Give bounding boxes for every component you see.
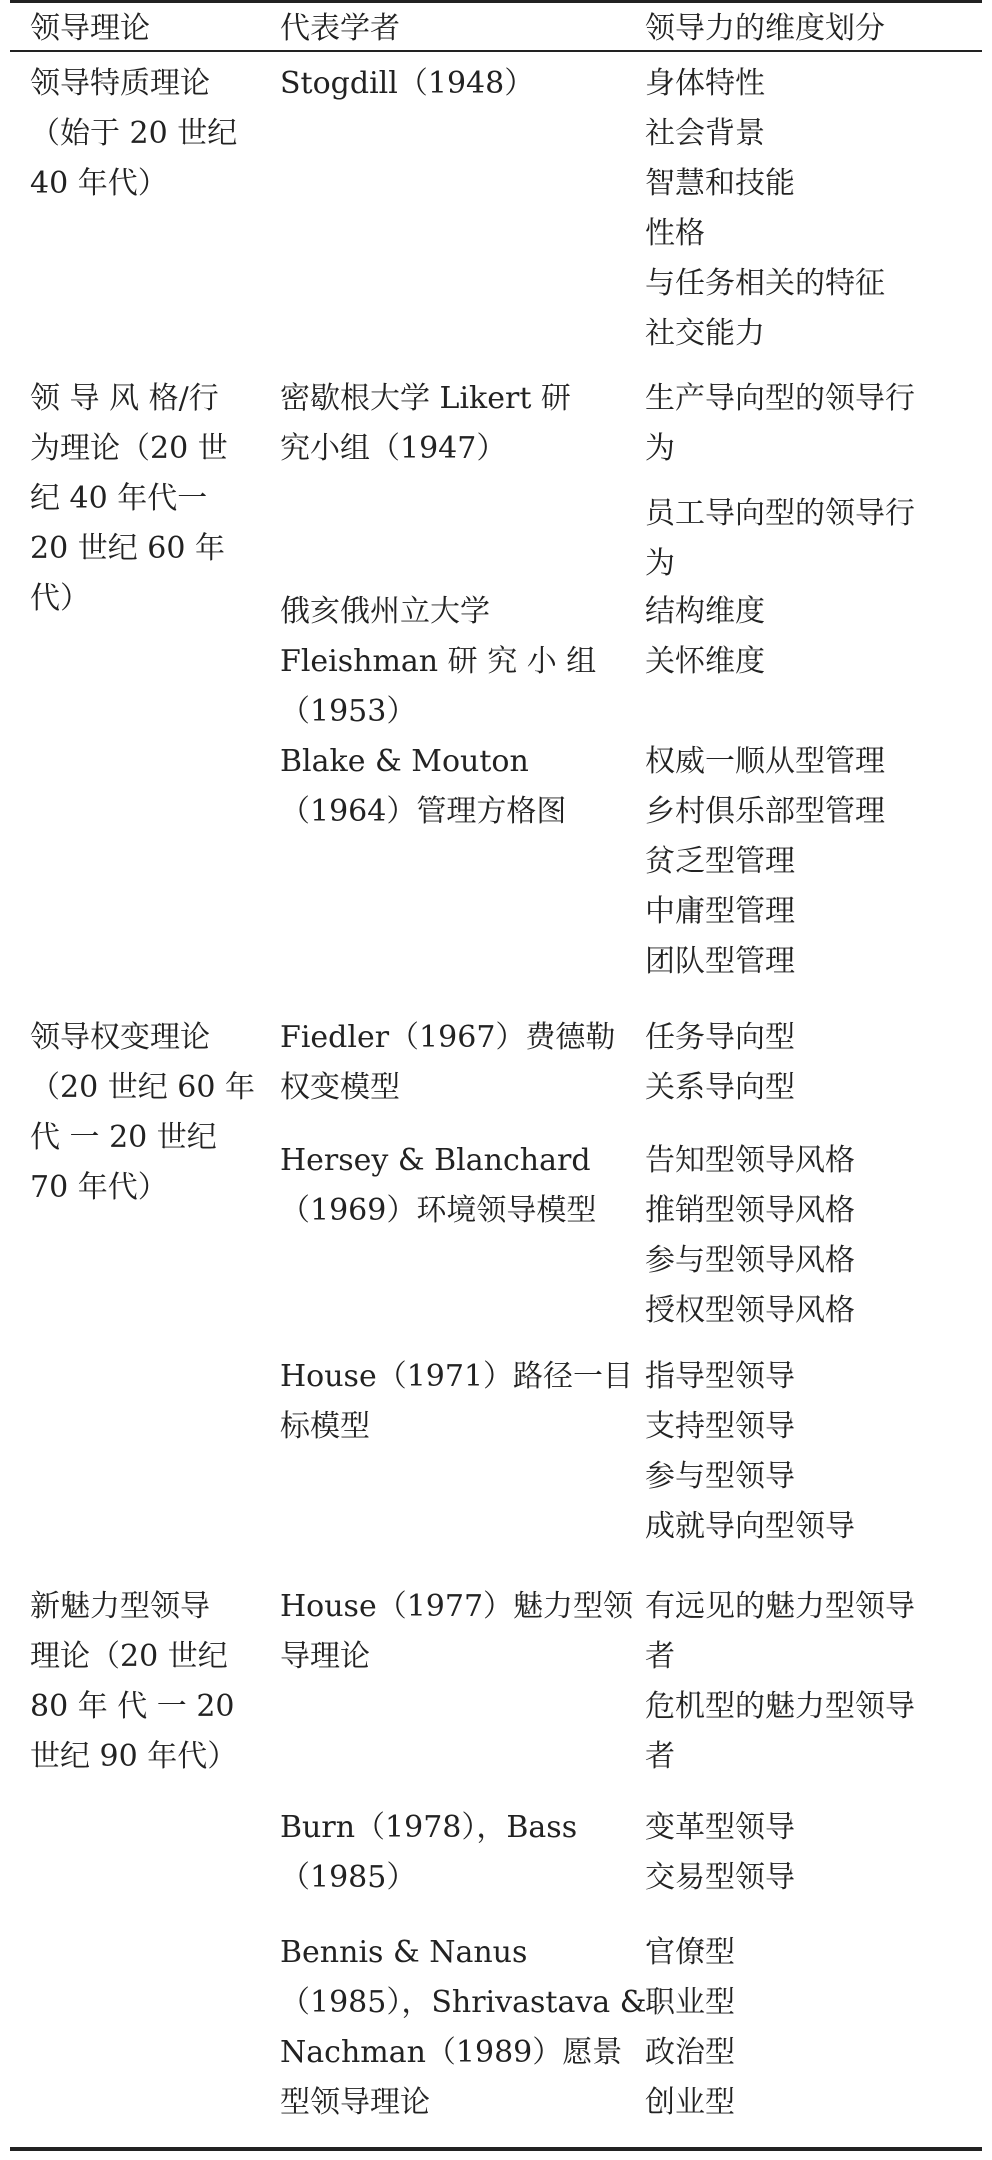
dimension-line: 智慧和技能 [645, 166, 795, 201]
scholar-cell [280, 374, 600, 474]
dimension-line: 官僚型 [645, 1935, 735, 1970]
dimension-line: 变革型领导 [645, 1810, 795, 1845]
theory-line: （20 世纪 60 年 [30, 1070, 255, 1105]
dimension-line: 参与型领导 [645, 1459, 795, 1494]
scholar-cell [280, 1582, 634, 1682]
dimension-line: 社会背景 [645, 116, 765, 151]
dimension-line: 政治型 [645, 2035, 735, 2070]
scholar-cell [280, 1352, 634, 1452]
dimension-line: 结构维度 [645, 594, 765, 629]
dimension-line: 推销型领导风格 [645, 1193, 855, 1228]
scholar-line: （1985） [280, 1860, 417, 1895]
theory-line: 理论（20 世纪 [30, 1639, 228, 1674]
dimension-line: 身体特性 [645, 66, 765, 101]
scholar-line: 密歇根大学 Likert 研 [280, 381, 571, 416]
dimension-cell [645, 1582, 975, 1682]
dimension-line: 支持型领导 [645, 1409, 795, 1444]
dimension-cell [645, 489, 975, 589]
dimension-line: 关系导向型 [645, 1070, 795, 1105]
dimension-cell [645, 1013, 975, 1113]
dimension-line: 告知型领导风格 [645, 1143, 855, 1178]
top-rule [10, 0, 982, 3]
header-scholar: 代表学者 [280, 11, 400, 46]
dimension-line: 危机型的魅力型领导 [645, 1689, 915, 1724]
scholar-cell [280, 1803, 600, 1903]
scholar-cell [280, 59, 600, 109]
theory-line: 代） [30, 581, 90, 616]
scholar-line: House（1977）魅力型领 [280, 1589, 634, 1624]
scholar-line: 权变模型 [280, 1070, 400, 1105]
scholar-line: Burn（1978），Bass [280, 1810, 578, 1845]
scholar-line: （1953） [280, 694, 417, 729]
theory-cell-contingency [30, 1013, 255, 1213]
dimension-line: 团队型管理 [645, 944, 795, 979]
dimension-cell [645, 587, 975, 687]
scholar-line: 究小组（1947） [280, 431, 507, 466]
dimension-line: 为 [645, 546, 675, 581]
bottom-rule [10, 2147, 982, 2151]
scholar-line: Stogdill（1948） [280, 66, 535, 101]
theory-line: 领 导 风 格/行 [30, 381, 219, 416]
dimension-line: 生产导向型的领导行 [645, 381, 915, 416]
dimension-line: 参与型领导风格 [645, 1243, 855, 1278]
theory-line: 代 一 20 世纪 [30, 1120, 217, 1155]
dimension-line: 性格 [645, 216, 705, 251]
theory-line: 新魅力型领导 [30, 1589, 210, 1624]
theory-line: 40 年代） [30, 166, 168, 201]
scholar-line: 俄亥俄州立大学 [280, 594, 490, 629]
scholar-line: Fleishman 研 究 小 组 [280, 644, 597, 679]
dimension-cell [645, 59, 975, 359]
dimension-line: 关怀维度 [645, 644, 765, 679]
scholar-line: Fiedler（1967）费德勒 [280, 1020, 616, 1055]
theory-cell-trait [30, 59, 240, 209]
header-dimension: 领导力的维度划分 [645, 11, 885, 46]
dimension-line: 员工导向型的领导行 [645, 496, 915, 531]
dimension-line: 任务导向型 [645, 1020, 795, 1055]
scholar-line: 型领导理论 [280, 2085, 430, 2120]
scholar-line: （1985），Shrivastava & [280, 1985, 647, 2020]
dimension-cell [645, 1682, 975, 1782]
theory-line: 为理论（20 世 [30, 431, 228, 466]
dimension-line: 指导型领导 [645, 1359, 795, 1394]
dimension-cell [645, 737, 975, 987]
scholar-line: （1964）管理方格图 [280, 794, 567, 829]
theory-cell-charisma [30, 1582, 240, 1782]
theory-line: 80 年 代 一 20 [30, 1689, 235, 1724]
scholar-line: Hersey & Blanchard [280, 1143, 591, 1178]
theory-line: （始于 20 世纪 [30, 116, 238, 151]
scholar-line: Nachman（1989）愿景 [280, 2035, 623, 2070]
scholar-line: Blake & Mouton [280, 744, 529, 779]
dimension-line: 职业型 [645, 1985, 735, 2020]
theory-line: 世纪 90 年代） [30, 1739, 238, 1774]
scholar-cell [280, 1928, 647, 2128]
scholar-cell [280, 1136, 600, 1236]
dimension-cell [645, 1928, 975, 2128]
dimension-cell [645, 374, 975, 474]
dimension-line: 贫乏型管理 [645, 844, 795, 879]
dimension-line: 社交能力 [645, 316, 765, 351]
scholar-cell [280, 587, 600, 737]
scholar-line: 导理论 [280, 1639, 370, 1674]
header-rule [10, 50, 982, 52]
theory-cell-style [30, 374, 240, 624]
dimension-line: 中庸型管理 [645, 894, 795, 929]
scholar-cell [280, 1013, 616, 1113]
theory-line: 纪 40 年代一 [30, 481, 208, 516]
dimension-line: 与任务相关的特征 [645, 266, 885, 301]
theory-line: 70 年代） [30, 1170, 168, 1205]
dimension-line: 权威一顺从型管理 [645, 744, 885, 779]
header-theory: 领导理论 [30, 11, 150, 46]
dimension-cell [645, 1352, 975, 1552]
scholar-line: Bennis & Nanus [280, 1935, 528, 1970]
dimension-line: 有远见的魅力型领导 [645, 1589, 915, 1624]
scholar-line: 标模型 [280, 1409, 370, 1444]
dimension-line: 者 [645, 1739, 675, 1774]
theory-line: 领导权变理论 [30, 1020, 210, 1055]
dimension-line: 授权型领导风格 [645, 1293, 855, 1328]
scholar-cell [280, 737, 600, 837]
dimension-line: 交易型领导 [645, 1860, 795, 1895]
dimension-line: 乡村俱乐部型管理 [645, 794, 885, 829]
dimension-cell [645, 1136, 975, 1336]
dimension-line: 为 [645, 431, 675, 466]
dimension-line: 成就导向型领导 [645, 1509, 855, 1544]
scholar-line: House（1971）路径一目 [280, 1359, 634, 1394]
dimension-line: 者 [645, 1639, 675, 1674]
theory-line: 20 世纪 60 年 [30, 531, 225, 566]
dimension-cell [645, 1803, 975, 1903]
theory-line: 领导特质理论 [30, 66, 210, 101]
dimension-line: 创业型 [645, 2085, 735, 2120]
scholar-line: （1969）环境领导模型 [280, 1193, 597, 1228]
